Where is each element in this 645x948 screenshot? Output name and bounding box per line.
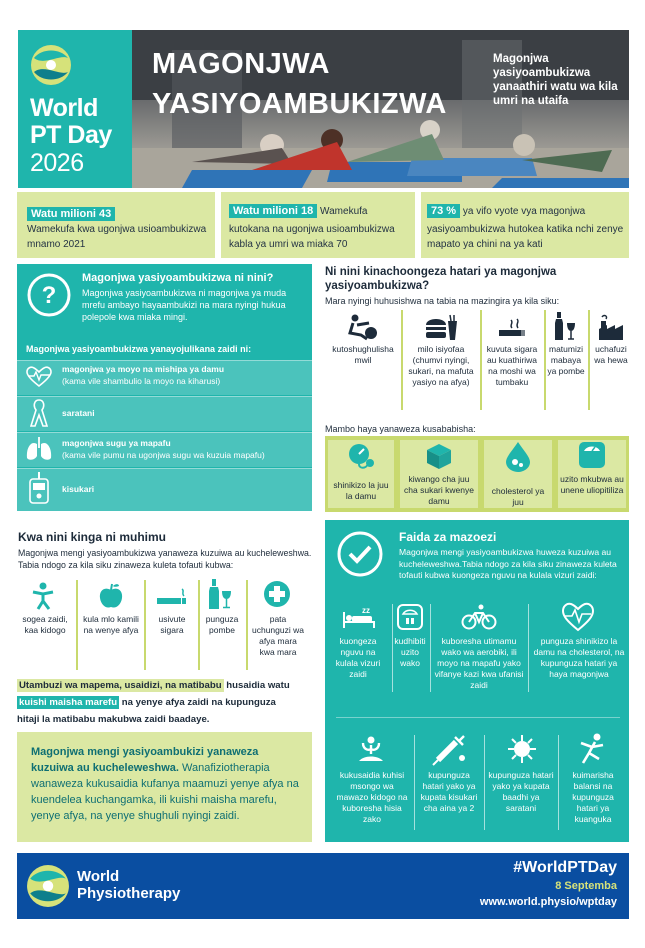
ribbon-icon bbox=[30, 398, 48, 428]
callout-bold: Magonjwa mengi yasiyoambukizi yanaweza kuzuiwa au kucheleweshwa. bbox=[31, 746, 259, 774]
stat-card-early-deaths bbox=[221, 192, 415, 258]
risk-behavior-label: kutoshughulisha mwil bbox=[332, 344, 394, 365]
prevention-item-label: usivute sigara bbox=[158, 614, 186, 635]
what-heading: Magonjwa yasiyoambukizwa ni nini? bbox=[82, 272, 274, 284]
factor-label: shinikizo la juu la damu bbox=[333, 480, 389, 501]
hero-subtitle: Magonjwa yasiyoambukizwa yanaathiri watu wa kila umri na utaifa bbox=[493, 53, 618, 107]
benefits-heading: Faida za mazoezi bbox=[399, 530, 497, 544]
footer bbox=[17, 853, 629, 919]
benefit-label: kukusaidia kuhisi msongo wa mawazo kidogo na kuboresha hisia zako bbox=[336, 770, 408, 824]
stat-text-inline: Wamekufa bbox=[320, 206, 368, 217]
stat-highlight: Watu milioni 18 bbox=[229, 204, 317, 218]
lungs-icon bbox=[25, 436, 53, 462]
balance-icon bbox=[575, 733, 607, 767]
divider bbox=[336, 717, 620, 718]
prevention-item-label: sogea zaidi, kaa kidogo bbox=[22, 614, 68, 635]
sugar-cube-icon bbox=[425, 442, 453, 470]
divider bbox=[76, 580, 78, 670]
blood-pressure-icon bbox=[346, 442, 376, 472]
person-stretch-icon bbox=[30, 582, 56, 610]
checkmark-icon bbox=[336, 530, 384, 578]
prevention-item-label: kula mlo kamili na wenye afya bbox=[83, 614, 139, 635]
stat-card-deaths bbox=[17, 192, 215, 258]
syringe-icon bbox=[431, 733, 467, 767]
glucometer-icon bbox=[28, 471, 50, 505]
stat-text: Wamekufa kwa ugonjwa usioambukizwa mnamo 2021 bbox=[27, 224, 207, 250]
divider bbox=[414, 735, 415, 830]
divider bbox=[484, 735, 485, 830]
what-body: Magonjwa yasiyoambukizwa ni magonjwa ya muda mrefu ambayo hayaambukizi na mara nyingi hukua polepole kwa miaka mingi. bbox=[82, 288, 287, 322]
bottle-icon bbox=[207, 578, 233, 610]
alcohol-icon bbox=[553, 311, 577, 341]
early-diagnosis-text bbox=[17, 677, 317, 728]
benefits-intro: Magonjwa mengi yasiyoambukizwa huweza kuzuiwa au kucheleweshwa.Tabia ndogo za kila siku zinaweza kuleta tofauti kubwa kuongeza nguvu na kulala vizuri zaidi: bbox=[399, 547, 617, 580]
benefit-label: kupunguza hatari yako ya kupata kisukari cha aina ya 2 bbox=[420, 770, 478, 813]
factors-heading: Mambo haya yanaweza kusababisha: bbox=[325, 424, 476, 434]
event-date: 8 Septemba bbox=[555, 880, 617, 892]
cigarette-icon bbox=[497, 318, 527, 338]
world-pt-day-mark-icon bbox=[30, 44, 72, 86]
divider bbox=[558, 735, 559, 830]
divider bbox=[401, 310, 403, 410]
stat-highlight: Watu milioni 43 bbox=[27, 207, 115, 221]
benefit-label: kuboresha utimamu wako wa aerobiki, ili moyo na mapafu yako vifanye kazi kwa ufanisi zaidi bbox=[434, 636, 524, 690]
scale-icon bbox=[578, 441, 606, 469]
prevention-item-label: pata uchunguzi wa afya mara kwa mara bbox=[252, 614, 304, 657]
heartbeat-icon bbox=[26, 366, 52, 388]
risk-behavior-label: kuvuta sigara au kuathiriwa na moshi wa tumbaku bbox=[486, 344, 538, 387]
factor-label: kiwango cha juu cha sukari kwenye damu bbox=[404, 474, 474, 506]
cholesterol-drop-icon bbox=[504, 441, 532, 473]
footer-logo-line-2: Physiotherapy bbox=[77, 885, 181, 902]
stat-highlight: 73 % bbox=[427, 204, 460, 218]
risk-intro: Mara nyingi huhusishwa na tabia na mazingira ya kila siku: bbox=[325, 296, 560, 306]
benefit-label: kudhibiti uzito wako bbox=[394, 636, 426, 668]
no-smoking-icon bbox=[155, 588, 189, 606]
inactivity-icon bbox=[347, 313, 379, 341]
svg-text:zz: zz bbox=[362, 606, 370, 615]
meditation-icon bbox=[356, 735, 386, 765]
virus-icon bbox=[506, 733, 538, 765]
world-pt-day-logo bbox=[18, 30, 132, 188]
divider bbox=[144, 580, 146, 670]
question-icon bbox=[26, 272, 72, 318]
ncd-item-title: magonjwa ya moyo na mishipa ya damu bbox=[62, 364, 225, 374]
weight-control-icon bbox=[397, 604, 423, 630]
ncd-item-note: (kama vile pumu na ugonjwa sugu wa kuzuia mapafu) bbox=[62, 450, 265, 460]
common-ncds-heading: Magonjwa yasiyoambukizwa yanayojulikana zaidi ni: bbox=[26, 344, 252, 354]
physiotherapist-callout bbox=[17, 732, 312, 842]
footer-logo-line-1: World bbox=[77, 868, 120, 885]
hashtag: #WorldPTDay bbox=[513, 859, 617, 876]
ncd-item-note: (kama vile shambulio la moyo na kiharusi) bbox=[62, 376, 221, 386]
benefit-label: kupunguza hatari yako ya kupata baadhi ya saratani bbox=[488, 770, 554, 813]
risk-behavior-label: uchafuzi wa hewa bbox=[594, 344, 628, 365]
ncd-item-title: kisukari bbox=[62, 484, 95, 494]
stat-text: kutokana na ugonjwa usioambukizwa kabla ya umri wa miaka 70 bbox=[229, 224, 395, 250]
prevention-intro: Magonjwa mengi yasiyoambukizwa yanaweza kuzuiwa au kucheleweshwa. Tabia ndogo za kila siku zinaweza kuleta tofauti kubwa: bbox=[18, 548, 312, 570]
bicycle-icon bbox=[461, 604, 497, 630]
prevention-heading: Kwa nini kinga ni muhimu bbox=[18, 530, 167, 544]
page-title-line-2: YASIYOAMBUKIZWA bbox=[152, 88, 447, 120]
text-fragment: na yenye afya zaidi na kupunguza bbox=[119, 697, 276, 708]
svg-text:?: ? bbox=[41, 282, 57, 309]
world-physiotherapy-logo-icon bbox=[26, 864, 70, 908]
ncd-item-title: saratani bbox=[62, 408, 95, 418]
risk-heading: Ni nini kinachoongeza hatari ya magonjwa yasiyoambukizwa? bbox=[325, 266, 557, 292]
stat-card-low-income bbox=[421, 192, 629, 258]
logo-world-text: World bbox=[30, 94, 98, 122]
benefit-label: kuimarisha balansi na kupunguza hatari ya kuanguka bbox=[572, 770, 614, 824]
medical-cross-icon bbox=[263, 580, 291, 608]
risk-behavior-label: milo isiyofaa (chumvi nyingi, sukari, na mafuta yasiyo na afya) bbox=[408, 344, 474, 387]
website-link[interactable]: www.world.physio/wptday bbox=[479, 896, 617, 908]
highlight-early-diagnosis: Utambuzi wa mapema, usaidizi, na matibabu bbox=[19, 680, 222, 691]
prevention-item-label: punguza pombe bbox=[205, 614, 239, 635]
highlight-longer-life: kuishi maisha marefu bbox=[19, 697, 118, 708]
text-fragment: husaidia watu bbox=[223, 680, 290, 691]
heart-pulse-icon bbox=[561, 602, 595, 632]
divider bbox=[480, 310, 482, 410]
divider bbox=[246, 580, 248, 670]
factor-label: cholesterol ya juu bbox=[491, 486, 545, 507]
risk-behavior-label: matumizi mabaya ya pombe bbox=[547, 344, 585, 376]
text-fragment: hitaji la matibabu makubwa zaidi baadaye. bbox=[17, 714, 210, 725]
divider bbox=[430, 604, 431, 692]
benefit-label: punguza shinikizo la damu na cholesterol, na kupunguza hatari ya haya magonjwa bbox=[533, 636, 625, 679]
logo-year-text: 2026 bbox=[30, 149, 84, 177]
benefit-label: kuongeza nguvu na kulala vizuri zaidi bbox=[335, 636, 381, 679]
apple-icon bbox=[98, 582, 124, 610]
logo-ptday-text: PT Day bbox=[30, 121, 112, 149]
page-title-line-1: MAGONJWA bbox=[152, 48, 330, 80]
sleep-icon bbox=[342, 604, 376, 630]
ncd-item-title: magonjwa sugu ya mapafu bbox=[62, 438, 171, 448]
stat-text-inline: ya vifo vyote vya magonjwa bbox=[462, 206, 586, 217]
divider bbox=[528, 604, 529, 692]
callout-body: Wanafiziotherapia wanaweza kukusaidia kufanya maamuzi yenye afya na kuendelea kuchangamka, ili kuishi maisha marefu, yenye afya, na yenye shughuli nyingi zaidi. bbox=[31, 762, 299, 822]
stat-text: yasiyoambukizwa hutokea katika nchi zenye mapato ya chini na ya kati bbox=[427, 224, 624, 250]
junk-food-icon bbox=[424, 313, 458, 341]
factor-label: uzito mkubwa au unene uliopitiliza bbox=[560, 474, 624, 495]
factory-icon bbox=[598, 313, 624, 341]
